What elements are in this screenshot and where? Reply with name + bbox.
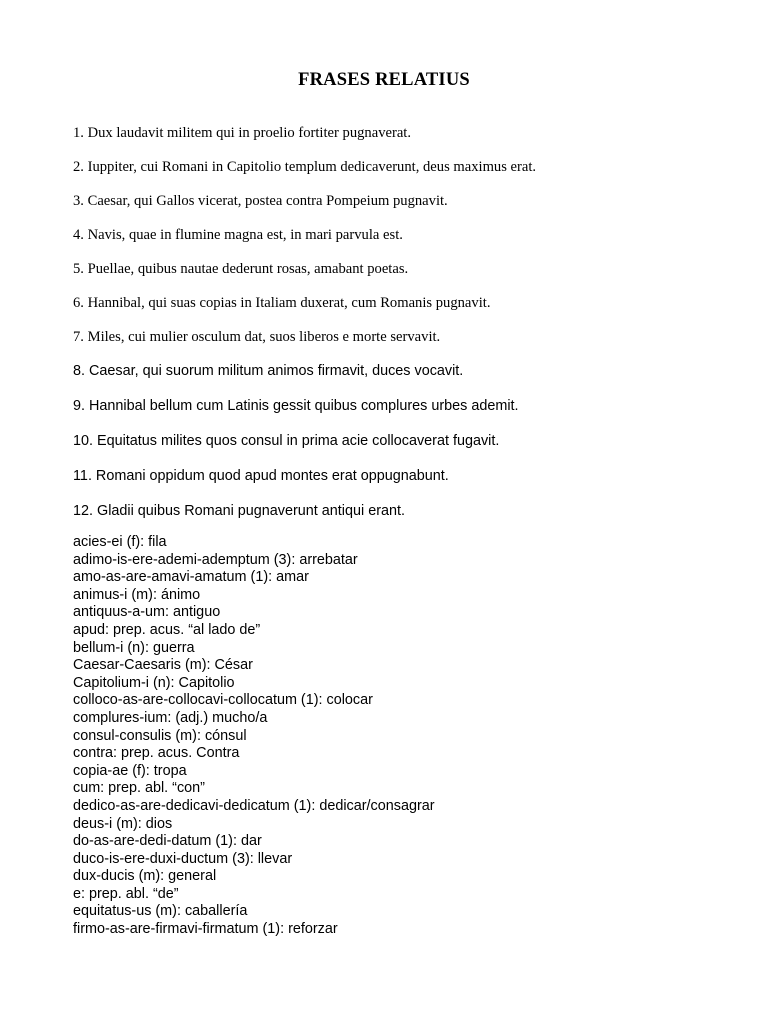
vocabulary-entry: copia-ae (f): tropa <box>73 762 187 779</box>
sentence-item: 8. Caesar, qui suorum militum animos firmavit, duces vocavit. <box>73 363 464 379</box>
vocabulary-entry: Capitolium-i (n): Capitolio <box>73 674 235 691</box>
sentence-item: 1. Dux laudavit militem qui in proelio fortiter pugnaverat. <box>73 125 412 141</box>
vocabulary-entry: acies-ei (f): fila <box>73 534 167 550</box>
vocabulary-entry: contra: prep. acus. Contra <box>73 745 240 762</box>
vocabulary-entry: duco-is-ere-duxi-ductum (3): llevar <box>73 850 293 867</box>
sentence-item: 10. Equitatus milites quos consul in prima acie collocaverat fugavit. <box>73 433 500 449</box>
vocabulary-entry: cum: prep. abl. “con” <box>73 780 205 797</box>
vocabulary-entry: dux-ducis (m): general <box>73 868 217 885</box>
sentence-item: 2. Iuppiter, cui Romani in Capitolio templum dedicaverunt, deus maximus erat. <box>73 159 537 175</box>
page-title: FRASES RELATIUS <box>298 70 470 90</box>
vocabulary-entry: firmo-as-are-firmavi-firmatum (1): reforzar <box>73 921 338 938</box>
vocabulary-entry: adimo-is-ere-ademi-ademptum (3): arrebatar <box>73 551 358 568</box>
sentence-item: 5. Puellae, quibus nautae dederunt rosas, amabant poetas. <box>73 261 409 277</box>
sentence-list <box>73 123 536 536</box>
vocabulary-entry: equitatus-us (m): caballería <box>73 903 248 920</box>
sentence-item: 4. Navis, quae in flumine magna est, in mari parvula est. <box>73 227 403 243</box>
sentence-item: 7. Miles, cui mulier osculum dat, suos liberos e morte servavit. <box>73 329 441 345</box>
vocabulary-entry: apud: prep. acus. “al lado de” <box>73 621 261 638</box>
vocabulary-entry: do-as-are-dedi-datum (1): dar <box>73 833 262 850</box>
vocabulary-entry: animus-i (m): ánimo <box>73 586 201 603</box>
vocabulary-entry: consul-consulis (m): cónsul <box>73 727 247 744</box>
sentence-item: 12. Gladii quibus Romani pugnaverunt antiqui erant. <box>73 503 405 519</box>
vocabulary-entry: Caesar-Caesaris (m): César <box>73 657 253 674</box>
vocabulary-entry: antiquus-a-um: antiguo <box>73 604 221 621</box>
sentence-item: 9. Hannibal bellum cum Latinis gessit quibus complures urbes ademit. <box>73 398 519 414</box>
sentence-item: 11. Romani oppidum quod apud montes erat oppugnabunt. <box>73 468 449 484</box>
sentence-item: 3. Caesar, qui Gallos vicerat, postea contra Pompeium pugnavit. <box>73 193 448 209</box>
vocabulary-entry: colloco-as-are-collocavi-collocatum (1): colocar <box>73 692 373 709</box>
vocabulary-entry: bellum-i (n): guerra <box>73 639 195 656</box>
vocabulary-entry: amo-as-are-amavi-amatum (1): amar <box>73 569 309 586</box>
vocabulary-entry: dedico-as-are-dedicavi-dedicatum (1): dedicar/consagrar <box>73 797 435 814</box>
vocabulary-list <box>73 534 435 939</box>
vocabulary-entry: complures-ium: (adj.) mucho/a <box>73 709 268 726</box>
vocabulary-entry: deus-i (m): dios <box>73 815 173 832</box>
vocabulary-entry: e: prep. abl. “de” <box>73 885 179 902</box>
sentence-item: 6. Hannibal, qui suas copias in Italiam duxerat, cum Romanis pugnavit. <box>73 295 491 311</box>
